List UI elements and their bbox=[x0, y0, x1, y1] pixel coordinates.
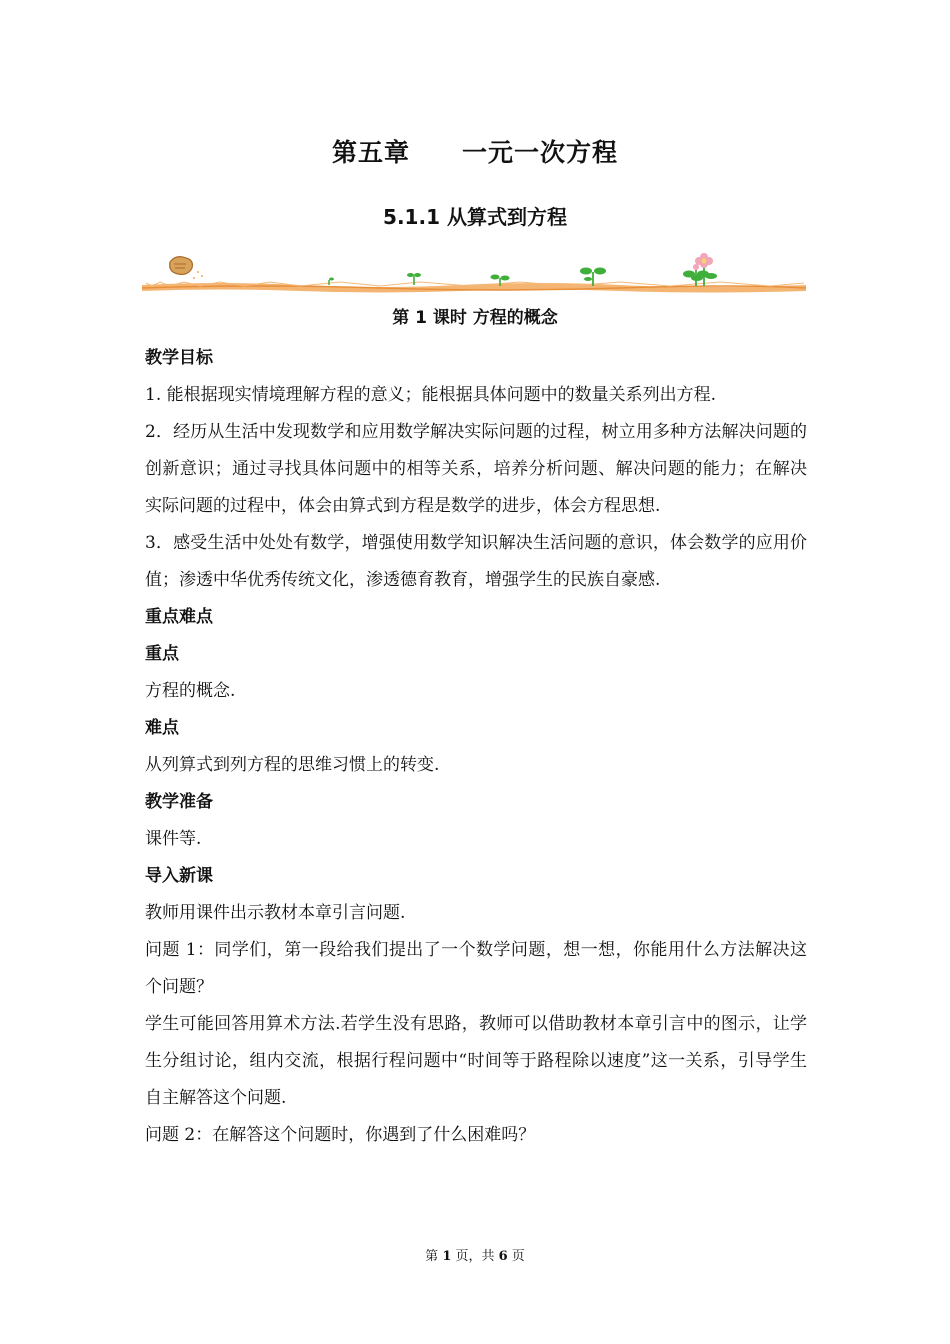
total-page-number: 6 bbox=[498, 1249, 508, 1264]
paragraph: 2．经历从生活中发现数学和应用数学解决实际问题的过程，树立用多种方法解决问题的创新意识；通过寻找具体问题中的相等关系，培养分析问题、解决问题的能力；在解决实际问题的过程中，体会由算式到方程是数学的进步，体会方程思想. bbox=[145, 422, 807, 516]
paragraph: 课件等. bbox=[145, 829, 202, 849]
paragraph: 学生可能回答用算术方法.若学生没有思路，教师可以借助教材本章引言中的图示，让学生分组讨论，组内交流，根据行程问题中“时间等于路程除以速度”这一关系，引导学生自主解答这个问题. bbox=[145, 1014, 807, 1108]
paragraph: 问题 2：在解答这个问题时，你遇到了什么困难吗？ bbox=[145, 1125, 536, 1145]
section-heading: 重点 bbox=[145, 644, 179, 664]
ground-strip bbox=[142, 282, 806, 293]
paragraph: 教师用课件出示教材本章引言问题. bbox=[145, 903, 406, 923]
chapter-title: 第五章 一元一次方程 bbox=[331, 138, 618, 167]
section-heading: 重点难点 bbox=[145, 607, 213, 627]
section-title: 5.1.1 从算式到方程 bbox=[383, 205, 567, 229]
paragraph: 1. 能根据现实情境理解方程的意义；能根据具体问题中的数量关系列出方程. bbox=[145, 385, 717, 405]
bread-icon bbox=[170, 257, 203, 279]
footer-suffix: 页 bbox=[507, 1249, 525, 1264]
paragraph: 方程的概念. bbox=[145, 681, 236, 701]
section-heading: 教学目标 bbox=[145, 348, 213, 368]
section-heading: 导入新课 bbox=[145, 866, 213, 886]
section-heading: 教学准备 bbox=[145, 792, 213, 812]
lesson-title: 第 1 课时 方程的概念 bbox=[392, 308, 558, 328]
paragraph: 从列算式到列方程的思维习惯上的转变. bbox=[145, 755, 440, 775]
paragraph: 问题 1：同学们，第一段给我们提出了一个数学问题，想一想，你能用什么方法解决这个问题？ bbox=[145, 940, 807, 997]
current-page-number: 1 bbox=[442, 1249, 452, 1264]
paragraph: 3．感受生活中处处有数学，增强使用数学知识解决生活问题的意识，体会数学的应用价值；渗透中华优秀传统文化，渗透德育教育，增强学生的民族自豪感. bbox=[145, 533, 807, 590]
sprout-icon bbox=[329, 278, 334, 286]
footer-middle: 页，共 bbox=[451, 1249, 499, 1264]
page-footer bbox=[0, 1245, 950, 1264]
decorative-banner bbox=[140, 248, 808, 296]
section-heading: 难点 bbox=[145, 718, 179, 738]
footer-prefix: 第 bbox=[425, 1249, 443, 1264]
lesson-content bbox=[145, 340, 807, 1154]
